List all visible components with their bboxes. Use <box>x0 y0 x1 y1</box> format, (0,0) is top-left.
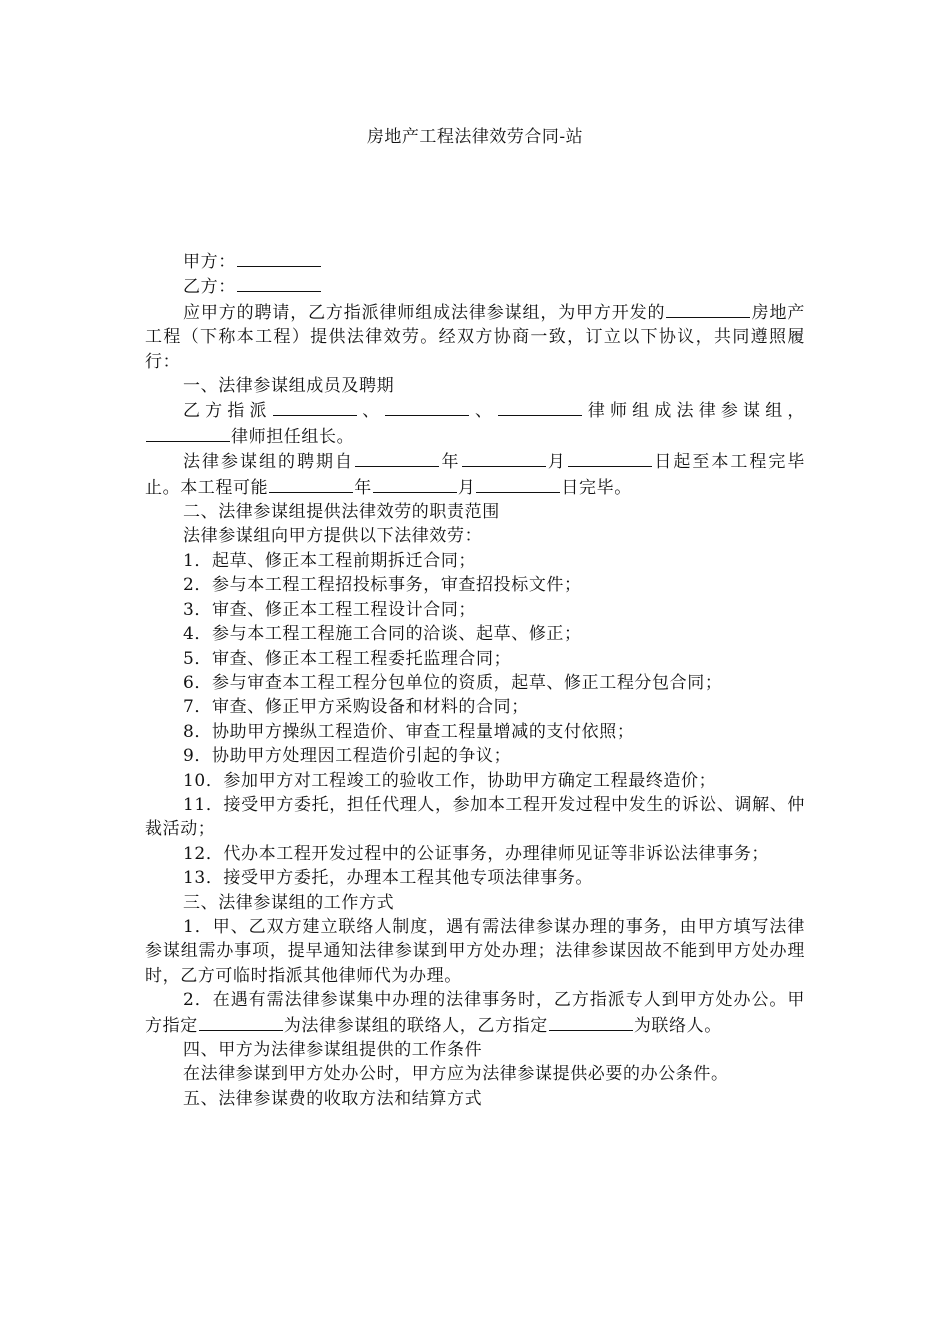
section-3-title: 三、法律参谋组的工作方式 <box>183 892 395 913</box>
section-3-paragraph-2: 2．在遇有需法律参谋集中办理的法律事务时，乙方指派专人到甲方处办公。甲方指定 为法律参谋组的联络人，乙方指定 为联络人。 <box>145 990 805 1036</box>
intro-paragraph: 应甲方的聘请，乙方指派律师组成法律参谋组，为甲方开发的 房地产工程（下称本工程）提供法律效劳。经双方协商一致，订立以下协议，共同遵照履行： <box>145 300 805 374</box>
start-day-blank <box>568 449 652 467</box>
document-title: 房地产工程法律效劳合同-站 <box>366 127 584 147</box>
party-a-label: 甲方： <box>183 252 236 272</box>
section-2-intro: 法律参谋组向甲方提供以下法律效劳： <box>183 526 483 547</box>
party-b-blank <box>237 274 321 292</box>
party-b-label: 乙方： <box>183 277 236 298</box>
section-5-title: 五、法律参谋费的收取方法和结算方式 <box>183 1088 483 1109</box>
list-item: 4．参与本工程工程施工合同的洽谈、起草、修正； <box>183 624 582 645</box>
leader-blank <box>146 424 230 442</box>
section-4-paragraph: 在法律参谋到甲方处办公时，甲方应为法律参谋提供必要的办公条件。 <box>183 1064 729 1085</box>
party-a-contact-blank <box>199 1013 283 1031</box>
end-day-blank <box>476 475 560 493</box>
start-year-blank <box>355 449 439 467</box>
party-b-line <box>145 274 805 299</box>
list-item: 13．接受甲方委托，办理本工程其他专项法律事务。 <box>183 868 594 889</box>
lawyers-paragraph: 乙方指派 、 、 律师组成法律参谋组，律师担任组长。 <box>145 398 805 449</box>
end-year-blank <box>269 475 353 493</box>
lawyer-blank-2 <box>385 398 469 416</box>
list-item: 8．协助甲方操纵工程造价、审查工程量增减的支付依照； <box>183 721 635 742</box>
section-2-title: 二、法律参谋组提供法律效劳的职责范围 <box>183 502 500 523</box>
section-4-title: 四、甲方为法律参谋组提供的工作条件 <box>183 1040 483 1060</box>
lawyer-blank-1 <box>273 398 357 416</box>
end-month-blank <box>373 475 457 493</box>
list-item: 11．接受甲方委托，担任代理人，参加本工程开发过程中发生的诉讼、调解、仲裁活动； <box>145 794 805 840</box>
list-item: 6．参与审查本工程工程分包单位的资质，起草、修正工程分包合同； <box>183 672 723 693</box>
section-1-title: 一、法律参谋组成员及聘期 <box>183 376 395 397</box>
project-name-blank <box>666 300 750 318</box>
list-item: 5．审查、修正本工程工程委托监理合同； <box>183 648 512 669</box>
party-a-blank <box>237 249 321 267</box>
list-item: 9．协助甲方处理因工程造价引起的争议； <box>183 746 512 767</box>
party-b-contact-blank <box>549 1013 633 1031</box>
term-paragraph: 法律参谋组的聘期自 年 月 日起至本工程完毕止。本工程可能 年 月 日完毕。 <box>145 449 805 500</box>
list-item: 12．代办本工程开发过程中的公证事务，办理律师见证等非诉讼法律事务； <box>183 843 770 864</box>
list-item: 7．审查、修正甲方采购设备和材料的合同； <box>183 697 529 718</box>
list-item: 1．起草、修正本工程前期拆迁合同； <box>183 550 477 571</box>
lawyer-blank-3 <box>498 398 582 416</box>
list-item: 2．参与本工程工程招投标事务，审查招投标文件； <box>183 575 582 596</box>
list-item: 10．参加甲方对工程竣工的验收工作，协助甲方确定工程最终造价； <box>183 770 717 791</box>
party-a-line <box>145 249 805 274</box>
start-month-blank <box>462 449 546 467</box>
list-item: 3．审查、修正本工程工程设计合同； <box>183 599 477 620</box>
section-3-paragraph-1: 1．甲、乙双方建立联络人制度，遇有需法律参谋办理的事务，由甲方填写法律参谋组需办事项，提早通知法律参谋到甲方处办理；法律参谋因故不能到甲方处办理时，乙方可临时指派其他律师代为办理。 <box>145 916 805 986</box>
document-body <box>145 249 805 1111</box>
